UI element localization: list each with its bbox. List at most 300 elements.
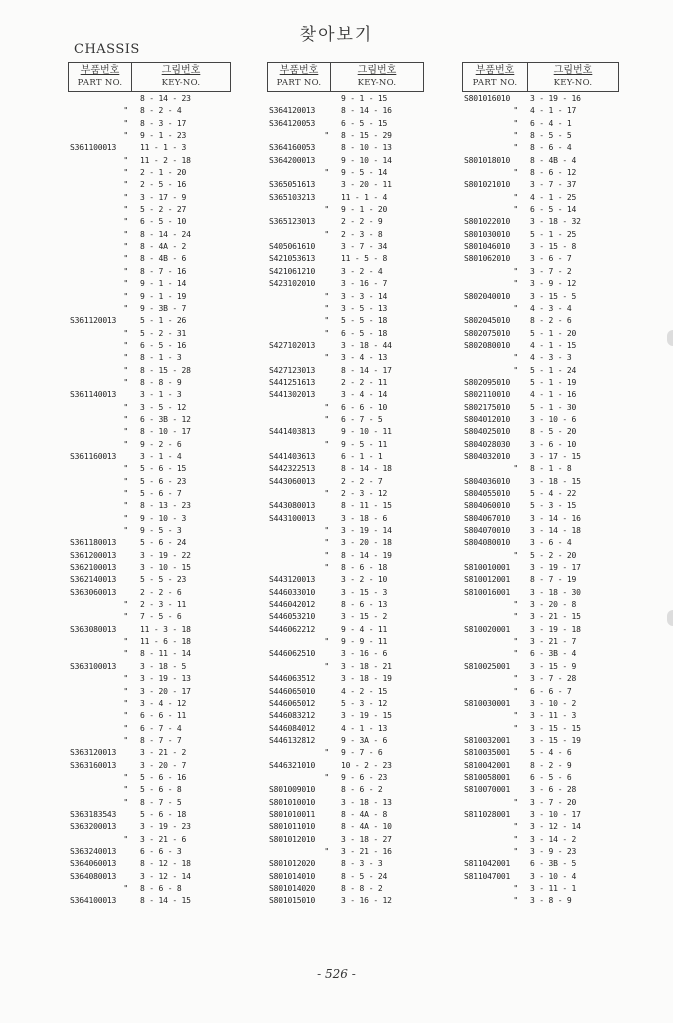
index-row	[267, 155, 424, 167]
index-row	[68, 550, 231, 562]
key-number: 5 - 4 - 6	[530, 748, 572, 758]
index-row	[462, 291, 619, 303]
index-row	[267, 451, 424, 463]
index-row	[267, 352, 424, 364]
key-number: 3 - 15 - 19	[530, 735, 581, 745]
part-number: "	[324, 303, 329, 313]
column-header	[462, 62, 619, 92]
key-number: 6 - 5 - 16	[140, 340, 187, 350]
part-number: S421061210	[269, 266, 316, 276]
part-number: S361180013	[70, 538, 117, 548]
index-row	[267, 167, 424, 179]
index-row	[267, 735, 424, 747]
key-number: 6 - 6 - 7	[530, 686, 572, 696]
index-row	[68, 784, 231, 796]
part-number: "	[123, 711, 128, 721]
section-label: CHASSIS	[74, 42, 140, 57]
key-number: 9 - 5 - 11	[341, 439, 388, 449]
key-number: 8 - 14 - 18	[341, 464, 392, 474]
key-number: 8 - 4A - 8	[341, 809, 388, 819]
index-row	[462, 204, 619, 216]
key-number: 4 - 3 - 3	[530, 353, 572, 363]
key-number: 3 - 7 - 20	[530, 797, 577, 807]
part-number: "	[123, 884, 128, 893]
index-row	[462, 871, 619, 883]
index-row	[462, 723, 619, 735]
index-row	[68, 105, 231, 117]
key-number: 5 - 5 - 23	[140, 575, 187, 585]
index-row	[462, 155, 619, 167]
index-row	[68, 463, 231, 475]
part-number: S801010011	[269, 809, 316, 819]
part-number: "	[123, 155, 128, 165]
index-row	[68, 402, 231, 414]
part-number: "	[324, 637, 329, 647]
part-number: S801030010	[464, 229, 511, 239]
key-number: 8 - 2 - 6	[530, 316, 572, 326]
index-row	[462, 426, 619, 438]
index-row	[68, 599, 231, 611]
part-number: S363240013	[70, 846, 117, 856]
index-row	[267, 550, 424, 562]
key-number: 3 - 19 - 16	[530, 94, 581, 103]
key-number: 5 - 6 - 16	[140, 772, 187, 782]
key-number: 3 - 19 - 13	[140, 674, 191, 684]
index-row	[68, 266, 231, 278]
part-number: S363183543	[70, 809, 117, 819]
part-number: S363160013	[70, 760, 117, 770]
key-number: 8 - 6 - 18	[341, 563, 388, 573]
key-number: 3 - 18 - 30	[530, 587, 581, 597]
part-no-header-ko: 부품번호	[80, 65, 120, 76]
key-number: 8 - 5 - 5	[530, 131, 572, 141]
key-number: 5 - 2 - 31	[140, 328, 187, 338]
key-number: 3 - 18 - 32	[530, 217, 581, 227]
index-row	[267, 760, 424, 772]
key-number: 3 - 2 - 10	[341, 575, 388, 585]
key-number: 3 - 11 - 3	[530, 711, 577, 721]
key-number: 2 - 3 - 12	[341, 489, 388, 498]
key-number: 8 - 11 - 14	[140, 649, 191, 659]
part-number: "	[123, 686, 128, 696]
index-row	[68, 229, 231, 241]
index-row	[68, 871, 231, 883]
index-row	[267, 834, 424, 846]
index-row	[68, 587, 231, 599]
index-row	[462, 328, 619, 340]
column-header	[68, 62, 231, 92]
key-number: 9 - 4 - 11	[341, 624, 388, 634]
part-number: S363200013	[70, 822, 117, 832]
part-number: S446084012	[269, 723, 316, 733]
index-row	[462, 537, 619, 549]
index-row	[68, 241, 231, 253]
part-number: "	[123, 303, 128, 313]
part-number: S361120013	[70, 316, 117, 326]
key-no-header-ko: 그림번호	[161, 65, 201, 76]
key-number: 6 - 3B - 5	[530, 859, 577, 869]
part-number: S443080013	[269, 501, 316, 511]
part-number: "	[513, 192, 518, 202]
part-no-header	[463, 63, 528, 91]
part-number: S446062212	[269, 624, 316, 634]
index-row	[267, 105, 424, 117]
index-row	[68, 130, 231, 142]
part-number: "	[123, 464, 128, 474]
key-number: 3 - 15 - 8	[530, 242, 577, 252]
part-number: "	[123, 414, 128, 424]
index-row	[68, 723, 231, 735]
part-number: S801018010	[464, 155, 511, 165]
part-number: "	[324, 748, 329, 758]
key-number: 9 - 10 - 3	[140, 513, 187, 523]
part-no-header	[69, 63, 132, 91]
part-number: "	[123, 834, 128, 844]
index-row	[68, 562, 231, 574]
key-number: 8 - 10 - 13	[341, 143, 392, 153]
part-number: "	[123, 797, 128, 807]
key-number: 3 - 7 - 28	[530, 674, 577, 684]
key-number: 8 - 8 - 9	[140, 377, 182, 387]
part-number: "	[123, 131, 128, 141]
part-number: S802080010	[464, 340, 511, 350]
part-number: "	[513, 822, 518, 832]
index-row	[267, 402, 424, 414]
part-number: "	[324, 414, 329, 424]
part-number: S804036010	[464, 476, 511, 486]
key-number: 4 - 1 - 25	[530, 192, 577, 202]
part-number: "	[324, 205, 329, 215]
part-number: S446132812	[269, 735, 316, 745]
part-number: "	[513, 205, 518, 215]
part-number: S362140013	[70, 575, 117, 585]
column-header	[267, 62, 424, 92]
index-row	[267, 179, 424, 191]
part-number: S804032010	[464, 451, 511, 461]
part-number: "	[513, 550, 518, 560]
key-no-header-en: KEY-NO.	[357, 78, 397, 88]
index-row	[68, 735, 231, 747]
part-number: S427123013	[269, 365, 316, 375]
index-rows	[462, 93, 619, 908]
index-row	[267, 821, 424, 833]
index-row	[68, 216, 231, 228]
index-row	[462, 710, 619, 722]
key-number: 8 - 5 - 24	[341, 871, 388, 881]
index-row	[68, 895, 231, 907]
key-number: 2 - 3 - 8	[341, 229, 383, 239]
index-row	[267, 476, 424, 488]
key-number: 5 - 4 - 22	[530, 489, 577, 498]
key-number: 8 - 4A - 2	[140, 242, 187, 252]
index-row	[462, 809, 619, 821]
key-number: 8 - 6 - 2	[341, 785, 383, 795]
part-number: "	[513, 266, 518, 276]
part-number: S364080013	[70, 871, 117, 881]
index-row	[462, 858, 619, 870]
part-number: "	[123, 217, 128, 227]
index-row	[462, 636, 619, 648]
index-row	[462, 179, 619, 191]
index-row	[267, 389, 424, 401]
key-number: 8 - 2 - 9	[530, 760, 572, 770]
part-number: S801016010	[464, 94, 511, 103]
part-number: "	[513, 674, 518, 684]
part-number: S421053613	[269, 254, 316, 264]
key-number: 9 - 1 - 15	[341, 94, 388, 103]
key-number: 3 - 4 - 12	[140, 698, 187, 708]
part-number	[267, 93, 341, 105]
key-number: 3 - 11 - 1	[530, 884, 577, 893]
index-row	[462, 821, 619, 833]
index-row	[462, 105, 619, 117]
key-number: 3 - 2 - 4	[341, 266, 383, 276]
key-number: 5 - 6 - 18	[140, 809, 187, 819]
part-number: "	[513, 649, 518, 659]
index-row	[462, 476, 619, 488]
key-number: 5 - 1 - 26	[140, 316, 187, 326]
part-number: "	[513, 168, 518, 178]
key-number: 6 - 7 - 5	[341, 414, 383, 424]
part-number: S802110010	[464, 390, 511, 400]
part-number: "	[123, 353, 128, 363]
index-row	[68, 525, 231, 537]
index-row	[68, 315, 231, 327]
part-number: "	[123, 501, 128, 511]
key-number: 5 - 6 - 23	[140, 476, 187, 486]
part-number: S446053210	[269, 612, 316, 622]
part-number: "	[123, 118, 128, 128]
key-number: 3 - 20 - 18	[341, 538, 392, 548]
part-number: S446321010	[269, 760, 316, 770]
part-number: S801022010	[464, 217, 511, 227]
index-row	[267, 291, 424, 303]
part-number: "	[123, 340, 128, 350]
key-number: 11 - 6 - 18	[140, 637, 191, 647]
page-title: 찾아보기	[299, 25, 374, 45]
index-row	[68, 179, 231, 191]
index-row	[68, 439, 231, 451]
part-number: S804080010	[464, 538, 511, 548]
index-row	[267, 661, 424, 673]
index-row	[462, 253, 619, 265]
index-row	[267, 895, 424, 907]
part-number: S443060013	[269, 476, 316, 486]
key-number: 3 - 21 - 6	[140, 834, 187, 844]
key-number: 10 - 2 - 23	[341, 760, 392, 770]
index-row	[462, 451, 619, 463]
key-number: 8 - 14 - 17	[341, 365, 392, 375]
part-number: "	[513, 723, 518, 733]
key-number: 9 - 7 - 6	[341, 748, 383, 758]
part-number: S802040010	[464, 291, 511, 301]
key-number: 8 - 15 - 29	[341, 131, 392, 141]
part-number: S363100013	[70, 661, 117, 671]
key-number: 8 - 2 - 4	[140, 106, 182, 116]
index-row	[462, 402, 619, 414]
index-row	[68, 574, 231, 586]
index-row	[68, 858, 231, 870]
key-number: 9 - 1 - 23	[140, 131, 187, 141]
index-row	[68, 451, 231, 463]
index-row	[68, 797, 231, 809]
part-number: "	[123, 377, 128, 387]
index-row	[462, 389, 619, 401]
key-number: 3 - 18 - 15	[530, 476, 581, 486]
part-number: S802075010	[464, 328, 511, 338]
part-number: S365051613	[269, 180, 316, 190]
punch-hole-mark	[667, 610, 673, 626]
key-number: 8 - 3 - 17	[140, 118, 187, 128]
index-row	[68, 155, 231, 167]
key-number: 3 - 16 - 7	[341, 279, 388, 289]
index-row	[68, 192, 231, 204]
part-number: "	[513, 303, 518, 313]
key-number: 3 - 14 - 18	[530, 526, 581, 536]
key-number: 3 - 9 - 23	[530, 846, 577, 856]
index-row	[462, 599, 619, 611]
key-number: 2 - 2 - 9	[341, 217, 383, 227]
index-row	[68, 686, 231, 698]
key-number: 5 - 3 - 12	[341, 698, 388, 708]
part-number: S804067010	[464, 513, 511, 523]
key-number: 8 - 7 - 16	[140, 266, 187, 276]
index-column-2	[267, 62, 424, 908]
key-number: 3 - 1 - 3	[140, 390, 182, 400]
index-row	[68, 673, 231, 685]
key-number: 8 - 10 - 17	[140, 427, 191, 437]
part-number: S361160013	[70, 451, 117, 461]
index-row	[68, 710, 231, 722]
index-row	[68, 365, 231, 377]
key-no-header-ko: 그림번호	[553, 65, 593, 76]
part-number: "	[513, 600, 518, 610]
key-number: 9 - 5 - 3	[140, 526, 182, 536]
index-row	[267, 439, 424, 451]
part-number: S364120053	[269, 118, 316, 128]
index-row	[267, 574, 424, 586]
index-row	[462, 735, 619, 747]
index-row	[267, 747, 424, 759]
part-number: S442322513	[269, 464, 316, 474]
key-number: 9 - 1 - 14	[140, 279, 187, 289]
part-number: S364200013	[269, 155, 316, 165]
index-row	[267, 328, 424, 340]
part-number: "	[123, 489, 128, 498]
key-number: 8 - 11 - 15	[341, 501, 392, 511]
index-row	[68, 204, 231, 216]
index-row	[462, 525, 619, 537]
key-number: 4 - 3 - 4	[530, 303, 572, 313]
key-number: 6 - 5 - 18	[341, 328, 388, 338]
part-number: "	[123, 266, 128, 276]
index-row	[462, 550, 619, 562]
key-number: 9 - 2 - 6	[140, 439, 182, 449]
part-number: "	[123, 772, 128, 782]
key-number: 3 - 10 - 4	[530, 871, 577, 881]
key-no-header	[331, 63, 423, 91]
part-number: S801009010	[269, 785, 316, 795]
key-number: 3 - 19 - 15	[341, 711, 392, 721]
key-number: 8 - 5 - 20	[530, 427, 577, 437]
key-number: 9 - 6 - 23	[341, 772, 388, 782]
part-number: "	[513, 797, 518, 807]
key-number: 3 - 15 - 5	[530, 291, 577, 301]
index-row	[267, 93, 424, 105]
key-number: 3 - 20 - 8	[530, 600, 577, 610]
index-row	[267, 340, 424, 352]
part-number: "	[513, 686, 518, 696]
part-number: S446033010	[269, 587, 316, 597]
index-row	[267, 809, 424, 821]
key-number: 3 - 17 - 15	[530, 451, 581, 461]
part-number: "	[123, 192, 128, 202]
index-row	[267, 537, 424, 549]
index-row	[462, 624, 619, 636]
part-number: S801011010	[269, 822, 316, 832]
key-number: 4 - 1 - 13	[341, 723, 388, 733]
index-row	[68, 500, 231, 512]
index-row	[68, 821, 231, 833]
key-number: 11 - 1 - 3	[140, 143, 187, 153]
index-row	[462, 587, 619, 599]
key-number: 3 - 12 - 14	[530, 822, 581, 832]
part-number: "	[123, 365, 128, 375]
key-number: 11 - 2 - 18	[140, 155, 191, 165]
key-number: 3 - 15 - 9	[530, 661, 577, 671]
index-row	[267, 636, 424, 648]
index-row	[462, 488, 619, 500]
part-number: S810030001	[464, 698, 511, 708]
key-number: 3 - 5 - 12	[140, 402, 187, 412]
key-no-header	[132, 63, 230, 91]
key-number: 8 - 1 - 3	[140, 353, 182, 363]
part-number	[68, 93, 140, 105]
index-row	[267, 587, 424, 599]
part-number: S443120013	[269, 575, 316, 585]
index-row	[267, 858, 424, 870]
part-no-header-en: PART NO.	[77, 78, 123, 88]
index-row	[462, 142, 619, 154]
part-number: "	[513, 896, 518, 906]
part-number: "	[324, 489, 329, 498]
index-row	[267, 772, 424, 784]
key-number: 2 - 2 - 6	[140, 587, 182, 597]
index-row	[462, 760, 619, 772]
key-number: 9 - 3A - 6	[341, 735, 388, 745]
part-number: S365103213	[269, 192, 316, 202]
part-number: "	[324, 846, 329, 856]
page-number: - 526 -	[317, 967, 356, 981]
key-number: 2 - 2 - 11	[341, 377, 388, 387]
part-no-header-en: PART NO.	[276, 78, 322, 88]
index-row	[68, 253, 231, 265]
index-row	[462, 365, 619, 377]
part-number: S446065012	[269, 698, 316, 708]
key-number: 3 - 20 - 11	[341, 180, 392, 190]
index-row	[462, 216, 619, 228]
part-number: S441403813	[269, 427, 316, 437]
part-number: S810020001	[464, 624, 511, 634]
index-row	[267, 118, 424, 130]
part-number: S446083212	[269, 711, 316, 721]
key-number: 5 - 3 - 15	[530, 501, 577, 511]
part-number: "	[123, 328, 128, 338]
index-row	[267, 846, 424, 858]
key-number: 8 - 7 - 19	[530, 575, 577, 585]
index-row	[68, 846, 231, 858]
part-number: S363060013	[70, 587, 117, 597]
